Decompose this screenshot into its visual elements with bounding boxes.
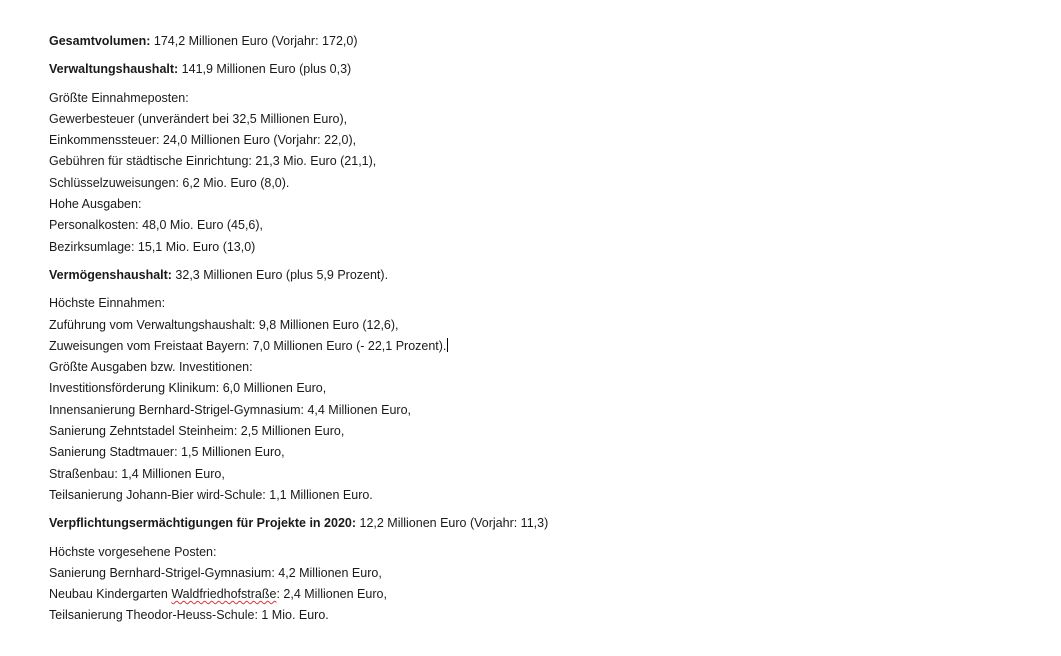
line-gebuehren: Gebühren für städtische Einrichtung: 21,3 Mio. Euro (21,1), xyxy=(49,154,377,169)
paragraph-verpflichtungsermaechtigungen xyxy=(49,513,1009,534)
value-verwaltungshaushalt: 141,9 Millionen Euro (plus 0,3) xyxy=(178,62,352,77)
line-theodor-heuss: Teilsanierung Theodor-Heuss-Schule: 1 Mio. Euro. xyxy=(49,608,329,623)
heading-hohe-ausgaben: Hohe Ausgaben: xyxy=(49,197,142,212)
value-verpflichtungsermaechtigungen: 12,2 Millionen Euro (Vorjahr: 11,3) xyxy=(356,516,549,531)
text-zuweisungen: Zuweisungen vom Freistaat Bayern: 7,0 Millionen Euro (- 22,1 Prozent). xyxy=(49,338,447,353)
line-zuweisungen xyxy=(49,336,1009,357)
heading-investitionen: Größte Ausgaben bzw. Investitionen: xyxy=(49,360,253,375)
line-zehntstadel: Sanierung Zehntstadel Steinheim: 2,5 Millionen Euro, xyxy=(49,424,345,439)
text-cursor xyxy=(447,338,448,352)
line-gewerbesteuer: Gewerbesteuer (unverändert bei 32,5 Millionen Euro), xyxy=(49,111,348,126)
text-kindergarten-prefix: Neubau Kindergarten xyxy=(49,587,172,602)
line-johann-bier: Teilsanierung Johann-Bier wird-Schule: 1,1 Millionen Euro. xyxy=(49,487,373,502)
line-zufuehrung: Zuführung vom Verwaltungshaushalt: 9,8 Millionen Euro (12,6), xyxy=(49,317,399,332)
line-einkommenssteuer: Einkommenssteuer: 24,0 Millionen Euro (Vorjahr: 22,0), xyxy=(49,133,357,148)
heading-hoechste-einnahmen: Höchste Einnahmen: xyxy=(49,296,166,311)
label-verpflichtungsermaechtigungen: Verpflichtungsermächtigungen für Projekte in 2020: xyxy=(49,516,357,531)
line-sanierung-strigel: Sanierung Bernhard-Strigel-Gymnasium: 4,2 Millionen Euro, xyxy=(49,565,382,580)
line-schluesselzuweisungen: Schlüsselzuweisungen: 6,2 Mio. Euro (8,0). xyxy=(49,175,290,190)
document-body[interactable] xyxy=(49,31,1009,627)
paragraph-gesamtvolumen xyxy=(49,31,1009,52)
text-kindergarten-suffix: : 2,4 Millionen Euro, xyxy=(276,587,387,602)
line-innensanierung-strigel: Innensanierung Bernhard-Strigel-Gymnasium: 4,4 Millionen Euro, xyxy=(49,402,411,417)
paragraph-vermoegenshaushalt xyxy=(49,265,1009,286)
value-gesamtvolumen: 174,2 Millionen Euro (Vorjahr: 172,0) xyxy=(150,34,358,48)
label-gesamtvolumen: Gesamtvolumen: xyxy=(49,34,151,48)
line-stadtmauer: Sanierung Stadtmauer: 1,5 Millionen Euro, xyxy=(49,445,285,460)
line-personalkosten: Personalkosten: 48,0 Mio. Euro (45,6), xyxy=(49,218,264,233)
paragraph-verwaltungshaushalt xyxy=(49,59,1009,80)
line-bezirksumlage: Bezirksumlage: 15,1 Mio. Euro (13,0) xyxy=(49,239,256,254)
value-vermoegenshaushalt: 32,3 Millionen Euro (plus 5,9 Prozent). xyxy=(171,267,389,282)
label-vermoegenshaushalt: Vermögenshaushalt: xyxy=(49,267,172,282)
line-kindergarten xyxy=(49,584,1009,605)
line-strassenbau: Straßenbau: 1,4 Millionen Euro, xyxy=(49,466,225,481)
misspelled-word[interactable]: Waldfriedhofstraße xyxy=(171,587,277,602)
heading-einnahmeposten: Größte Einnahmeposten: xyxy=(49,90,189,105)
label-verwaltungshaushalt: Verwaltungshaushalt: xyxy=(49,62,179,77)
line-klinikum: Investitionsförderung Klinikum: 6,0 Millionen Euro, xyxy=(49,381,327,396)
heading-vorgesehene-posten: Höchste vorgesehene Posten: xyxy=(49,544,217,559)
